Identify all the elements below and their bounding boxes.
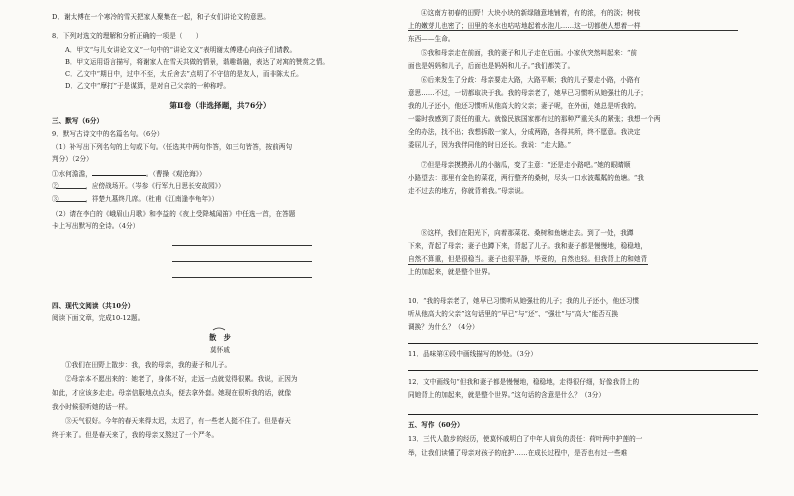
ornament-mark — [212, 326, 226, 332]
q9-1-instruction: （1）补写出下列名句的上句或下句。（任选其中两句作答，如三句皆答，按前两句 — [52, 143, 293, 151]
answer-line[interactable] — [172, 277, 312, 278]
q10-line-2: 听从他高大的父亲”这句话里的“早已”与“还”、“强壮”与“高大”能否互换 — [408, 310, 619, 318]
q9-1-instruction-2: 判分）（2分） — [52, 155, 93, 163]
answer-line[interactable] — [408, 414, 758, 415]
passage-paragraph-7-cont: 走不过去的地方，你就背着我。”母亲说。 — [408, 187, 528, 195]
passage-paragraph-5-cont: 面也是妈妈和儿子，后面也是妈妈和儿子。”我们都笑了。 — [408, 62, 575, 70]
q9-item-1 — [52, 168, 206, 179]
q8-option-a: A．甲文“与儿女讲论文义”一句中的“讲论文义”表明谢太傅建心向孩子们请教。 — [65, 46, 297, 54]
passage-paragraph-6-cont: 委屈儿子，因为我伴同他的时日还长。我说：“走大路。” — [408, 141, 571, 149]
passage-paragraph-8-cont: 自然不算重，但是很稳当。妻子也很平静，毕竟的，自然也轻。但我背上的和她背 — [408, 255, 648, 263]
answer-blank[interactable] — [56, 188, 86, 189]
q9-item-3: ③ ，祥楚九墓终几席。（杜甫《江南逢李龟年》） — [52, 195, 219, 203]
passage-paragraph-4: ④这南方初春的田野！大块小块的新绿随意地铺着，有的浓，有的淡；树枝 — [421, 9, 641, 17]
underline-mark — [408, 30, 738, 31]
q9-2-line-1: （2）请在李白的《峨眉山月歌》和李益的《夜上受降城闻笛》中任选一首，在答题 — [52, 210, 296, 218]
passage-paragraph-6: ⑥后来发生了分歧：母亲要走大路，大路平顺；我的儿子要走小路，小路有 — [421, 76, 641, 84]
passage-paragraph-7: ⑦但是母亲摸摸孙儿的小脑瓜，变了主意：“还是走小路吧。”她的眼睛顺 — [421, 161, 631, 169]
q8-option-d: D．乙文中“摩打”于是谋算，是对自己父亲的一种称呼。 — [65, 82, 230, 90]
answer-blank[interactable] — [92, 168, 146, 176]
section3-title: 三、默写（6分） — [52, 117, 104, 125]
passage-paragraph-8: ⑧这样，我们在阳光下，向着那菜花、桑树和鱼塘走去。到了一处，我蹲 — [421, 229, 634, 237]
passage-paragraph-7-cont: 小路望去：那里有金色的菜花，两行整齐的桑树，尽头一口水波粼粼的鱼塘。“我 — [408, 174, 644, 182]
q9-stem: 9．默写古诗文中的名篇名句。（6分） — [52, 130, 164, 138]
section4-instruction: 阅读下面文章，完成10-12题。 — [52, 314, 145, 322]
passage-paragraph-5: ⑤我和母亲走在前面，我的妻子和儿子走在后面。小家伙突然叫起来：“前 — [421, 49, 638, 57]
answer-line[interactable] — [172, 261, 312, 262]
underline-mark — [408, 264, 648, 265]
q9-2-line-2: 卡上写出默写的全诗。（4分） — [52, 222, 140, 230]
q9-item-2: ② ，应傍战场开。（岑参《行军九日思长安故园》） — [52, 182, 225, 190]
section5-title: 五、写作（60分） — [408, 421, 464, 429]
passage-paragraph: ①我们在田野上散步：我，我的母亲，我的妻子和儿子。 — [65, 361, 232, 369]
passage-paragraph-cont: 终于来了。但是春天来了，我的母亲又熬过了一个严冬。 — [52, 431, 219, 439]
q13-line-1: 13．三代人散步的经历，使莫怀戚明白了中年人肩负的责任：荷叶两中护莲的一 — [408, 435, 643, 443]
answer-line[interactable] — [408, 343, 758, 344]
q7-option-d: D．谢太傅在一个寒冷的雪天把家人聚集在一起，和子女们讲论文的意思。 — [52, 13, 270, 21]
answer-line[interactable] — [408, 370, 758, 371]
q12-line-2: 同她背上的加起来，就是整个世界。”这句话的含意是什么？（3分） — [408, 391, 606, 399]
passage-paragraph-cont: 如此，才应该多走走。母亲信服地点点头，便去拿外套。她现在很听我的话，就像 — [52, 389, 292, 397]
passage-paragraph: ②母亲本不愿出来的：她老了，身体不好，走远一点就觉得很累。我说，正因为 — [65, 375, 298, 383]
passage-paragraph: ③天气很好。今年的春天来得太迟，太迟了，有一些老人挺不住了。但是春天 — [65, 417, 291, 425]
passage-paragraph-8-cont: 上的加起来，就是整个世界。 — [408, 268, 495, 276]
passage-title: 散 步 — [209, 333, 231, 342]
passage-paragraph-4-cont: 东西——生命。 — [408, 35, 455, 43]
q11-line: 11．品味第④段中画线描写的妙处。（3分） — [408, 350, 538, 358]
passage-paragraph-8-cont: 下来，背起了母亲；妻子也蹲下来，背起了儿子。我和妻子都是慢慢地，稳稳地， — [408, 242, 648, 250]
passage-paragraph-cont: 我小时候很听她的话一样。 — [52, 403, 132, 411]
q9-item1-start: ①水何澹澹， — [52, 170, 92, 178]
answer-blank[interactable] — [56, 201, 86, 202]
section2-title: 第Ⅱ卷（非选择题，共76分） — [169, 101, 271, 110]
passage-paragraph-4-cont: 上的嫩芽儿也密了；田里的冬水也咕咕地起着水泡儿……这一切都使人想着一样 — [408, 22, 641, 30]
passage-paragraph-6-cont: 意思……不过，一切都取决于我。我的母亲老了，她早已习惯听从她强壮的儿子； — [408, 89, 648, 97]
q8-option-c: C．乙文中“期日中，过中不至，太丘舍去”点明了不守信的是友人，而非陈太丘。 — [65, 70, 303, 78]
passage-author: 莫怀戚 — [210, 346, 230, 354]
passage-paragraph-6-cont: 我的儿子还小，他还习惯听从他高大的父亲；妻子呢，在外面，她总是听我的。 — [408, 102, 641, 110]
q10-line-3: 调换？为什么？（4分） — [408, 323, 479, 331]
q10-line-1: 10．“我的母亲老了，她早已习惯听从她强壮的儿子；我的儿子还小，他还习惯 — [408, 297, 640, 305]
passage-paragraph-6-cont: 一霎时我感到了责任的重大。就像民族国家都有过的那种严重关头的紧张；我想一个两 — [408, 115, 661, 123]
passage-paragraph-6-cont: 全的办法，找不出；我想拆散一家人，分成两路，各得其所，终不愿意。我决定 — [408, 128, 641, 136]
answer-line[interactable] — [172, 245, 312, 246]
q12-line-1: 12．文中画线句“但我和妻子都是慢慢地，稳稳地，走得很仔细，好像我背上的 — [408, 378, 640, 386]
q8-option-b: B．甲文运用语言描写，将谢家人在雪天共做的情景，谐趣谐融，表达了对寓的赞赏之情。 — [65, 58, 329, 66]
q8-stem: 8．下列对选文的理解和分析正确的一项是（ ） — [52, 32, 203, 40]
q9-item1-end: 。（曹操《观沧海》） — [145, 170, 206, 178]
q13-line-2: 举，让我们读懂了母亲对孩子的庇护……在成长过程中，是否也有过一些难 — [408, 449, 628, 457]
section4-title: 四、现代文阅读（共10分） — [52, 302, 135, 310]
